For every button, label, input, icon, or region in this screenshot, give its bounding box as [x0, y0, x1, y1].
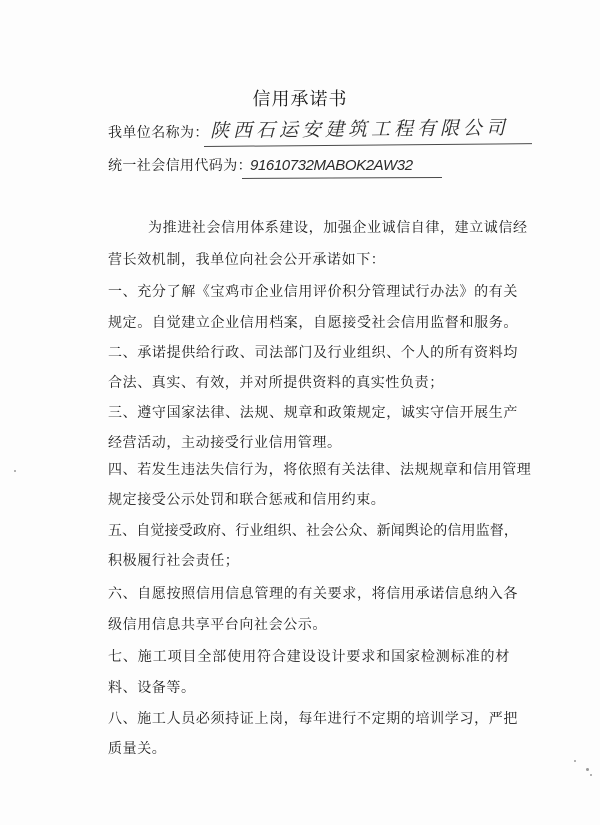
body-line: 二、承诺提供给行政、司法部门及行业组织、个人的所有资料均 [108, 345, 518, 361]
body-line: 积极履行社会责任； [108, 553, 240, 569]
scan-speck [574, 760, 576, 762]
body-line: 五、自觉接受政府、行业组织、社会公众、新闻舆论的信用监督， [108, 523, 518, 539]
body-line: 四、若发生违法失信行为，将依照有关法律、法规规章和信用管理 [108, 462, 532, 478]
body-line: 经营活动，主动接受行业信用管理。 [108, 435, 342, 451]
scan-speck [586, 768, 589, 771]
body-line: 为推进社会信用体系建设，加强企业诚信自律，建立诚信经 [148, 220, 528, 236]
body-line: 合法、真实、有效，并对所提供资料的真实性负责； [108, 375, 444, 391]
body-line: 一、充分了解《宝鸡市企业信用评价积分管理试行办法》的有关 [108, 284, 518, 300]
credit-code-label: 统一社会信用代码为： [108, 158, 252, 174]
body-line: 级信用信息共享平台向社会公示。 [108, 617, 327, 633]
credit-code-handwritten: 91610732MABOK2AW32 [250, 157, 413, 174]
company-name-handwritten: 陕西石运安建筑工程有限公司 [209, 116, 510, 142]
company-name-label: 我单位名称为： [108, 125, 209, 141]
body-line: 料、设备等。 [108, 680, 196, 696]
body-line: 规定接受公示处罚和联合惩戒和信用约束。 [108, 492, 386, 508]
document-title: 信用承诺书 [252, 89, 348, 110]
credit-code-underline [242, 177, 442, 179]
scan-speck [590, 774, 592, 776]
body-line: 规定。自觉建立企业信用档案，自愿接受社会信用监督和服务。 [108, 315, 518, 331]
company-name-underline [204, 143, 532, 147]
body-line: 三、遵守国家法律、法规、规章和政策规定，诚实守信开展生产 [108, 405, 518, 421]
scan-speck [14, 470, 16, 472]
body-line: 营长效机制，我单位向社会公开承诺如下： [108, 252, 386, 268]
body-line: 质量关。 [108, 741, 167, 757]
body-line: 六、自愿按照信用信息管理的有关要求，将信用承诺信息纳入各 [108, 586, 518, 602]
body-line: 八、施工人员必须持证上岗，每年进行不定期的培训学习，严把 [108, 711, 518, 727]
body-line: 七、施工项目全部使用符合建设设计要求和国家检测标准的材 [108, 649, 510, 665]
